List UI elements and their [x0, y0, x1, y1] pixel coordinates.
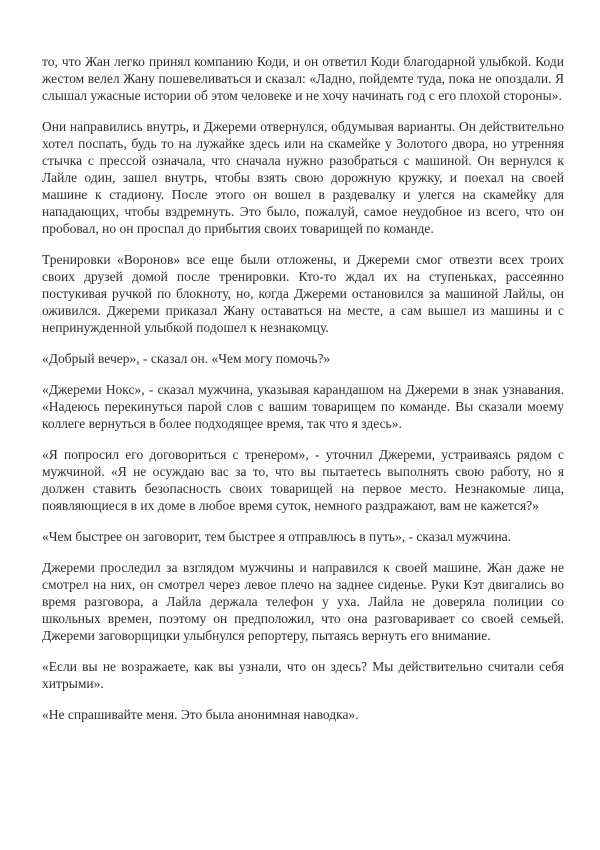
paragraph: «Чем быстрее он заговорит, тем быстрее я отправлюсь в путь», - сказал мужчина.: [42, 529, 512, 544]
paragraph: «Добрый вечер», - сказал он. «Чем могу помочь?»: [42, 351, 331, 366]
paragraph: «Я попросил его договориться с тренером», - уточнил Джереми, устраиваясь рядом с мужчиной. «Я не осуждаю вас за то, что вы пытаетесь выполнять свою работу, но я должен ставить безопасность своих товарищей на первое место. Незнакомые лица, появляющиеся в их доме в любое время суток, немного раздражают, вам не кажется?»: [42, 447, 564, 513]
paragraph: «Джереми Нокс», - сказал мужчина, указывая карандашом на Джереми в знак узнавания. «Надеюсь перекинуться парой слов с вашим товарищем по команде. Вы сказали моему коллеге вернуться в более подходящее время, так что я здесь».: [42, 382, 564, 431]
paragraph: то, что Жан легко принял компанию Коди, и он ответил Коди благодарной улыбкой. Коди жестом велел Жану пошевеливаться и сказал: «Ладно, пойдемте туда, пока не опоздали. Я слышал ужасные истории об этом человеке и не хочу начинать год с его плохой стороны».: [42, 54, 564, 103]
paragraph: Они направились внутрь, и Джереми отвернулся, обдумывая варианты. Он действительно хотел поспать, будь то на лужайке здесь или на скамейке у Золотого двора, но утренняя стычка с прессой означала, что сначала нужно разобраться с машиной. Он вернулся к Лайле один, зашел внутрь, чтобы взять свою дорожную кружку, и поехал на своей машине к стадиону. После этого он вошел в раздевалку и улегся на скамейку для нападающих, чтобы вздремнуть. Это было, пожалуй, самое неудобное из всего, что он пробовал, но он проспал до прибытия своих товарищей по команде.: [42, 119, 564, 236]
paragraph: Джереми проследил за взглядом мужчины и направился к своей машине. Жан даже не смотрел на них, он смотрел через левое плечо на заднее сиденье. Руки Кэт двигались во время разговора, а Лайла держала телефон у уха. Лайла не доверяла полиции со школьных времен, поэтому он предположил, что она разговаривает со своей семьей. Джереми заговорщицки улыбнулся репортеру, пытаясь вернуть его внимание.: [42, 560, 564, 643]
paragraph: Тренировки «Воронов» все еще были отложены, и Джереми смог отвезти всех троих своих друзей домой после тренировки. Кто-то ждал их на ступеньках, рассеянно постукивая ручкой по блокноту, но, когда Джереми остановился за машиной Лайлы, он оживился. Джереми приказал Жану оставаться на месте, а сам вышел из машины и с непринужденной улыбкой подошел к незнакомцу.: [42, 252, 564, 335]
paragraph: «Не спрашивайте меня. Это была анонимная наводка».: [42, 707, 359, 722]
paragraph: «Если вы не возражаете, как вы узнали, что он здесь? Мы действительно считали себя хитрыми».: [42, 659, 564, 691]
text-block: [42, 53, 564, 723]
